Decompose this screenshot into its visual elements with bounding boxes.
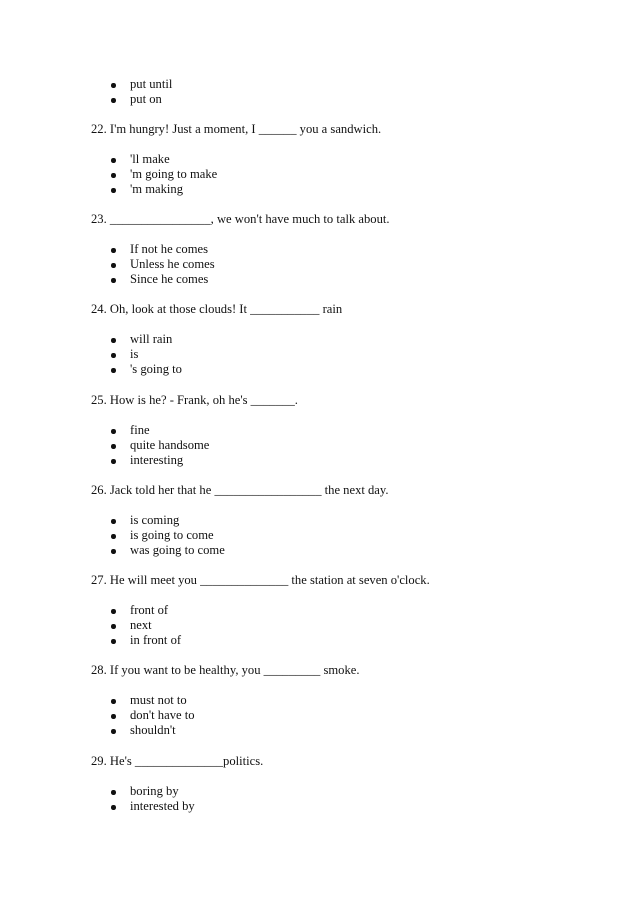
option-item bbox=[91, 347, 598, 362]
bullet-icon bbox=[111, 549, 116, 554]
option-text: interested by bbox=[130, 799, 195, 814]
option-text: was going to come bbox=[130, 543, 225, 558]
bullet-icon bbox=[111, 98, 116, 103]
bullet-icon bbox=[111, 173, 116, 178]
option-text: quite handsome bbox=[130, 438, 210, 453]
option-item bbox=[91, 603, 598, 618]
option-item bbox=[91, 799, 598, 814]
option-list bbox=[91, 332, 598, 378]
bullet-icon bbox=[111, 248, 116, 253]
bullet-icon bbox=[111, 338, 116, 343]
option-text: 'm going to make bbox=[130, 167, 218, 182]
option-item bbox=[91, 182, 598, 197]
bullet-icon bbox=[111, 714, 116, 719]
option-item bbox=[91, 708, 598, 723]
option-item bbox=[91, 152, 598, 167]
option-item bbox=[91, 784, 598, 799]
question-27 bbox=[91, 573, 598, 649]
option-text: fine bbox=[130, 423, 150, 437]
bullet-icon bbox=[111, 278, 116, 283]
option-list bbox=[91, 423, 598, 469]
question-text: 28. If you want to be healthy, you _________ smoke. bbox=[91, 663, 360, 677]
option-text: is bbox=[130, 347, 139, 362]
question-text: 29. He's ______________politics. bbox=[91, 754, 264, 768]
option-item bbox=[91, 513, 598, 528]
option-list bbox=[91, 242, 598, 288]
option-text: is coming bbox=[130, 513, 180, 527]
bullet-icon bbox=[111, 158, 116, 163]
option-text: don't have to bbox=[130, 708, 195, 723]
option-item bbox=[91, 618, 598, 633]
bullet-icon bbox=[111, 609, 116, 614]
option-list bbox=[91, 152, 598, 198]
option-text: 's going to bbox=[130, 362, 182, 377]
question-23 bbox=[91, 212, 598, 288]
question-29 bbox=[91, 754, 598, 814]
question-21-continuation bbox=[91, 77, 598, 107]
option-text: put until bbox=[130, 77, 173, 91]
option-text: If not he comes bbox=[130, 242, 208, 256]
bullet-icon bbox=[111, 729, 116, 734]
bullet-icon bbox=[111, 83, 116, 88]
question-26 bbox=[91, 483, 598, 559]
option-text: will rain bbox=[130, 332, 173, 346]
option-item bbox=[91, 723, 598, 738]
question-text: 27. He will meet you ______________ the station at seven o'clock. bbox=[91, 573, 430, 587]
option-text: must not to bbox=[130, 693, 187, 707]
question-28 bbox=[91, 663, 598, 739]
option-list bbox=[91, 693, 598, 739]
option-item bbox=[91, 543, 598, 558]
bullet-icon bbox=[111, 368, 116, 373]
bullet-icon bbox=[111, 459, 116, 464]
question-25 bbox=[91, 393, 598, 469]
option-text: put on bbox=[130, 92, 162, 107]
question-22 bbox=[91, 122, 598, 198]
option-list bbox=[91, 603, 598, 649]
question-text: 22. I'm hungry! Just a moment, I ______ you a sandwich. bbox=[91, 122, 382, 136]
option-text: Since he comes bbox=[130, 272, 209, 287]
option-item bbox=[91, 693, 598, 708]
option-item bbox=[91, 453, 598, 468]
bullet-icon bbox=[111, 805, 116, 810]
option-text: 'll make bbox=[130, 152, 170, 166]
bullet-icon bbox=[111, 624, 116, 629]
option-text: shouldn't bbox=[130, 723, 176, 738]
option-text: is going to come bbox=[130, 528, 214, 543]
bullet-icon bbox=[111, 188, 116, 193]
option-text: next bbox=[130, 618, 152, 633]
option-item bbox=[91, 332, 598, 347]
question-text: 25. How is he? - Frank, oh he's _______. bbox=[91, 393, 298, 407]
option-item bbox=[91, 423, 598, 438]
option-item bbox=[91, 633, 598, 648]
option-item bbox=[91, 257, 598, 272]
question-text: 23. ________________, we won't have much to talk about. bbox=[91, 212, 390, 226]
bullet-icon bbox=[111, 639, 116, 644]
bullet-icon bbox=[111, 263, 116, 268]
option-item bbox=[91, 272, 598, 287]
option-text: Unless he comes bbox=[130, 257, 215, 272]
option-text: interesting bbox=[130, 453, 184, 468]
option-item bbox=[91, 167, 598, 182]
option-list bbox=[91, 784, 598, 814]
option-text: in front of bbox=[130, 633, 182, 648]
bullet-icon bbox=[111, 790, 116, 795]
bullet-icon bbox=[111, 444, 116, 449]
option-item bbox=[91, 242, 598, 257]
question-text: 26. Jack told her that he _________________ the next day. bbox=[91, 483, 389, 497]
option-item bbox=[91, 92, 598, 107]
bullet-icon bbox=[111, 699, 116, 704]
option-text: front of bbox=[130, 603, 169, 617]
bullet-icon bbox=[111, 429, 116, 434]
option-text: boring by bbox=[130, 784, 179, 798]
option-list bbox=[91, 77, 598, 107]
option-item bbox=[91, 77, 598, 92]
option-item bbox=[91, 438, 598, 453]
bullet-icon bbox=[111, 534, 116, 539]
question-24 bbox=[91, 302, 598, 378]
bullet-icon bbox=[111, 519, 116, 524]
option-text: 'm making bbox=[130, 182, 183, 197]
bullet-icon bbox=[111, 353, 116, 358]
option-item bbox=[91, 362, 598, 377]
option-item bbox=[91, 528, 598, 543]
question-text: 24. Oh, look at those clouds! It ___________ rain bbox=[91, 302, 343, 316]
option-list bbox=[91, 513, 598, 559]
